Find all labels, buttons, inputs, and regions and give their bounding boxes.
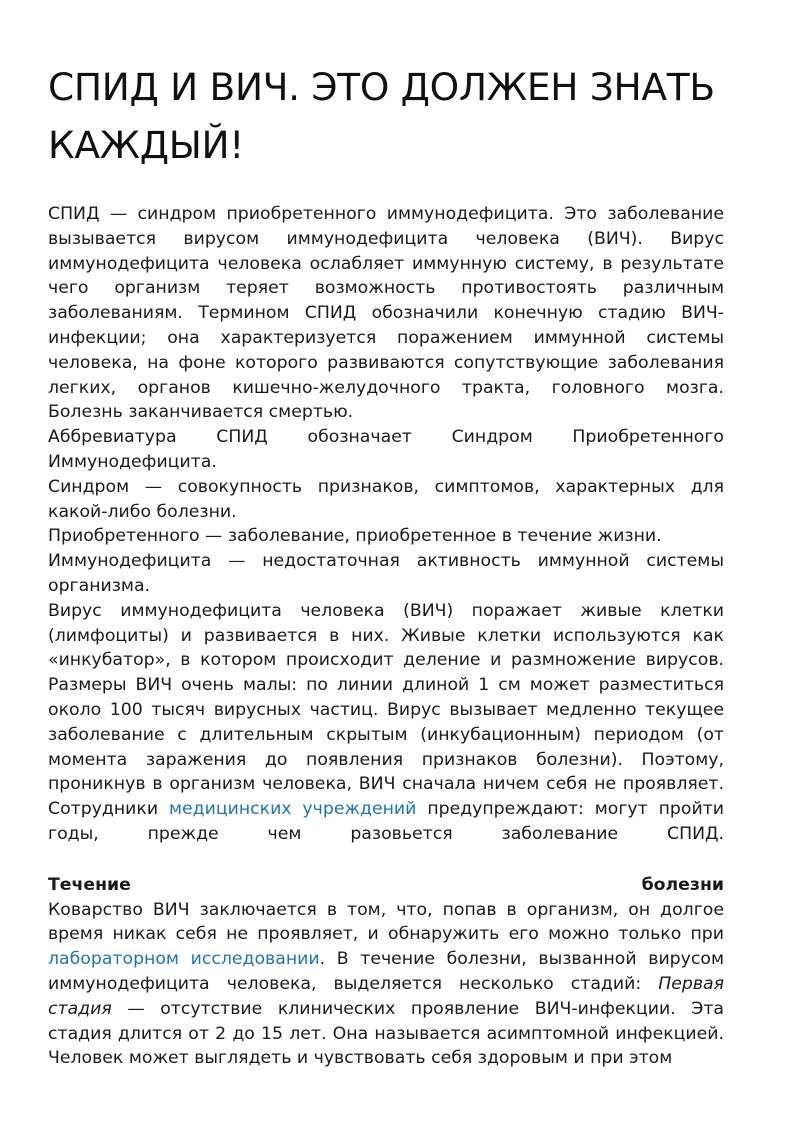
paragraph-hiv-text-after: предупреждают: могут пройти годы, прежде чем разовьется заболевание СПИД.	[48, 799, 725, 844]
paragraph-hiv-text-before: Вирус иммунодефицита человека (ВИЧ) поражает живые клетки (лимфоциты) и развивается в них. Живые клетки используются как «инкубатор», в котором происходит деление и размножение вирусов. Размеры ВИЧ очень малы: по линии длиной 1 см может разместиться около 100 тысяч вирусных частиц. Вирус вызывает медленно текущее заболевание с длительным скрытым (инкубационным) периодом (от момента заражения до появления признаков болезни). Поэтому, проникнув в организм человека, ВИЧ сначала ничем себя не проявляет. Сотрудники	[48, 600, 724, 820]
section-heading: Течение болезни	[48, 874, 724, 895]
first-stage-text: — отсутствие клинических проявление ВИЧ-инфекции. Эта стадия длится от 2 до 15 лет. Она называется асимптомной инфекцией. Человек может выглядеть и чувствовать себя здоровым и при этом	[48, 998, 724, 1069]
paragraph-hiv-description	[48, 599, 724, 847]
disease-course-text-before: Коварство ВИЧ заключается в том, что, попав в организм, он долгое время никак себя не проявляет, и обнаружить его можно только при	[48, 899, 724, 945]
paragraph-abbreviation: Аббревиатура СПИД обозначает Синдром Приобретенного Иммунодефицита.	[48, 427, 724, 472]
paragraph-immunodeficiency: Иммунодефицита — недостаточная активность иммунной системы организма.	[48, 551, 724, 596]
paragraph-disease-course	[48, 898, 724, 1072]
disease-course-text-after: . В течение болезни, вызванной вирусом иммунодефицита человека, выделяется несколько стадий:	[48, 949, 724, 994]
medical-institutions-link[interactable]: медицинских учреждений	[168, 799, 417, 820]
first-stage-label: Первая стадия	[48, 973, 725, 1019]
lab-research-link[interactable]: лабораторном исследовании	[48, 949, 320, 970]
page-title: СПИД И ВИЧ. ЭТО ДОЛЖЕН ЗНАТЬ КАЖДЫЙ!	[48, 65, 715, 167]
section-spacer	[48, 847, 724, 873]
paragraph-acquired: Приобретенного — заболевание, приобретенное в течение жизни.	[48, 526, 662, 547]
paragraph-syndrome: Синдром — совокупность признаков, симптомов, характерных для какой-либо болезни.	[48, 476, 724, 522]
article-body	[48, 202, 724, 1071]
paragraph-aids-definition: СПИД — синдром приобретенного иммунодефицита. Это заболевание вызывается вирусом иммунодефицита человека (ВИЧ). Вирус иммунодефицита человека ослабляет иммунную систему, в результате чего организм теряет возможность противостоять различным заболеваниям. Термином СПИД обозначили конечную стадию ВИЧ-инфекции; она характеризуется поражением иммунной системы человека, на фоне которого развиваются сопутствующие заболевания легких, органов кишечно-желудочного тракта, головного мозга. Болезнь заканчивается смертью.	[48, 204, 724, 423]
document-page	[48, 58, 724, 1071]
